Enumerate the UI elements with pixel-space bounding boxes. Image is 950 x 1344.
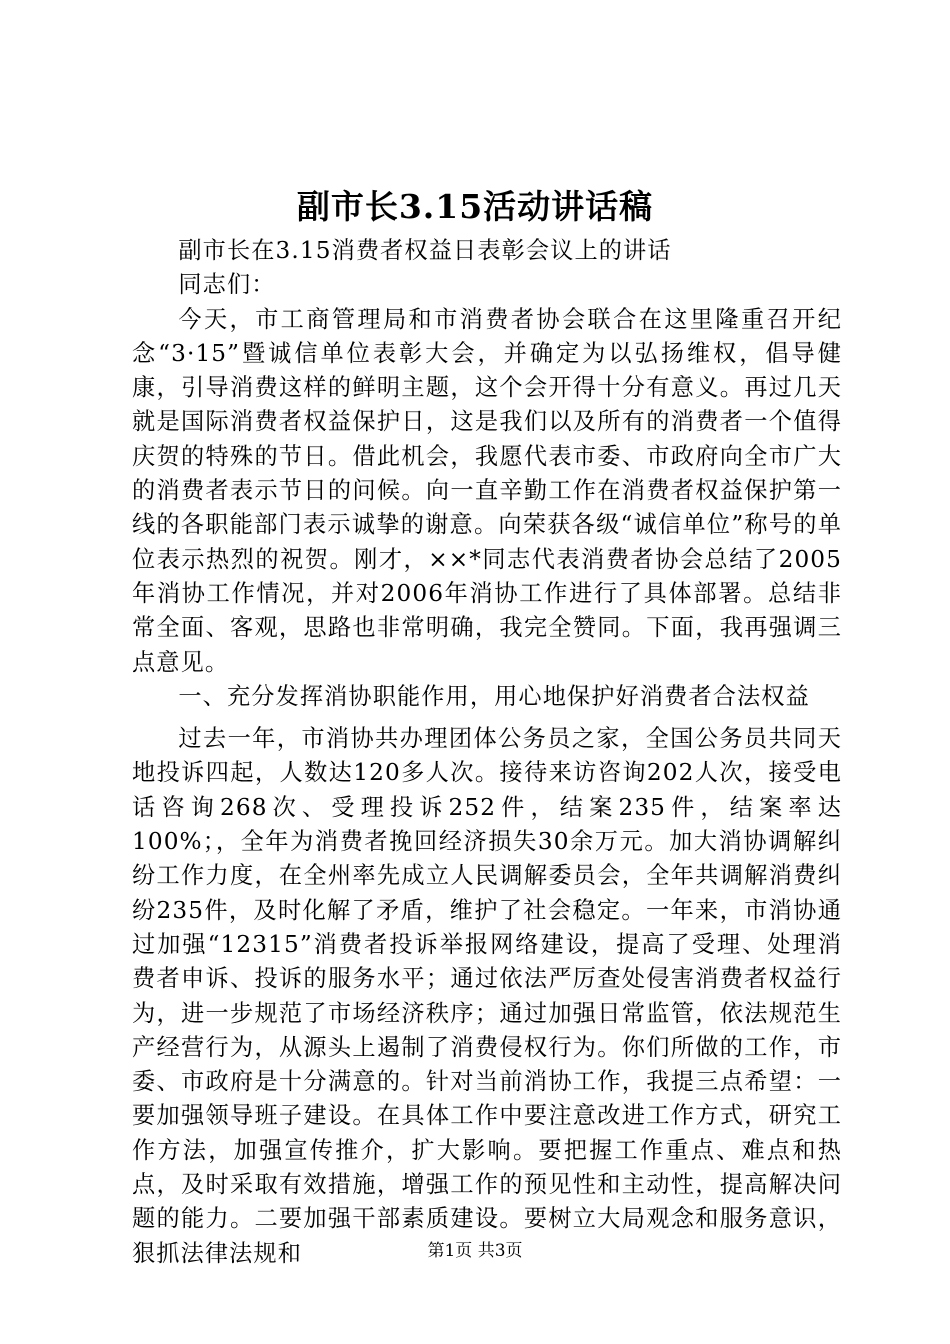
subtitle-paragraph: 副市长在3.15消费者权益日表彰会议上的讲话 [178, 237, 672, 264]
body-paragraph: 今天，市工商管理局和市消费者协会联合在这里隆重召开纪念“3·15”暨诚信单位表彰大会，并确定为以弘扬维权，倡导健康，引导消费这样的鲜明主题，这个会开得十分有意义。再过几天就是国际消费者权益保护日，这是我们以及所有的消费者一个值得庆贺的特殊的节日。借此机会，我愿代表市委、市政府向全市广大的消费者表示节日的问候。向一直辛勤工作在消费者权益保护第一线的各职能部门表示诚挚的谢意。向荣获各级“诚信单位”称号的单位表示热烈的祝贺。刚才，××*同志代表消费者协会总结了2005年消协工作情况，并对2006年消协工作进行了具体部署。总结非常全面、客观，思路也非常明确，我完全赞同。下面，我再强调三点意见。 [132, 305, 842, 676]
document-body [132, 234, 842, 1271]
page-footer: 第1页 共3页 [427, 1241, 523, 1261]
body-paragraph: 过去一年，市消协共办理团体公务员之家，全国公务员共同天地投诉四起，人数达120多人次。接待来访咨询202人次，接受电话咨询268次、受理投诉252件，结案235件，结案率达100%；，全年为消费者挽回经济损失30余万元。加大消协调解纠纷工作力度，在全州率先成立人民调解委员会，全年共调解消费纠纷235件，及时化解了矛盾，维护了社会稳定。一年来，市消协通过加强“12315”消费者投诉举报网络建设，提高了受理、处理消费者申诉、投诉的服务水平；通过依法严厉查处侵害消费者权益行为，进一步规范了市场经济秩序；通过加强日常监管，依法规范生产经营行为，从源头上遏制了消费侵权行为。你们所做的工作，市委、市政府是十分满意的。针对当前消协工作，我提三点希望：一要加强领导班子建设。在具体工作中要注意改进工作方式，研究工作方法，加强宣传推介，扩大影响。要把握工作重点、难点和热点，及时采取有效措施，增强工作的预见性和主动性，提高解决问题的能力。二要加强干部素质建设。要树立大局观念和服务意识，狠抓法律法规和 [132, 725, 842, 1267]
section-heading: 一、充分发挥消协职能作用，用心地保护好消费者合法权益 [178, 682, 810, 710]
page-title: 副市长3.15活动讲话稿 [296, 187, 654, 226]
salutation-paragraph: 同志们： [178, 271, 276, 299]
